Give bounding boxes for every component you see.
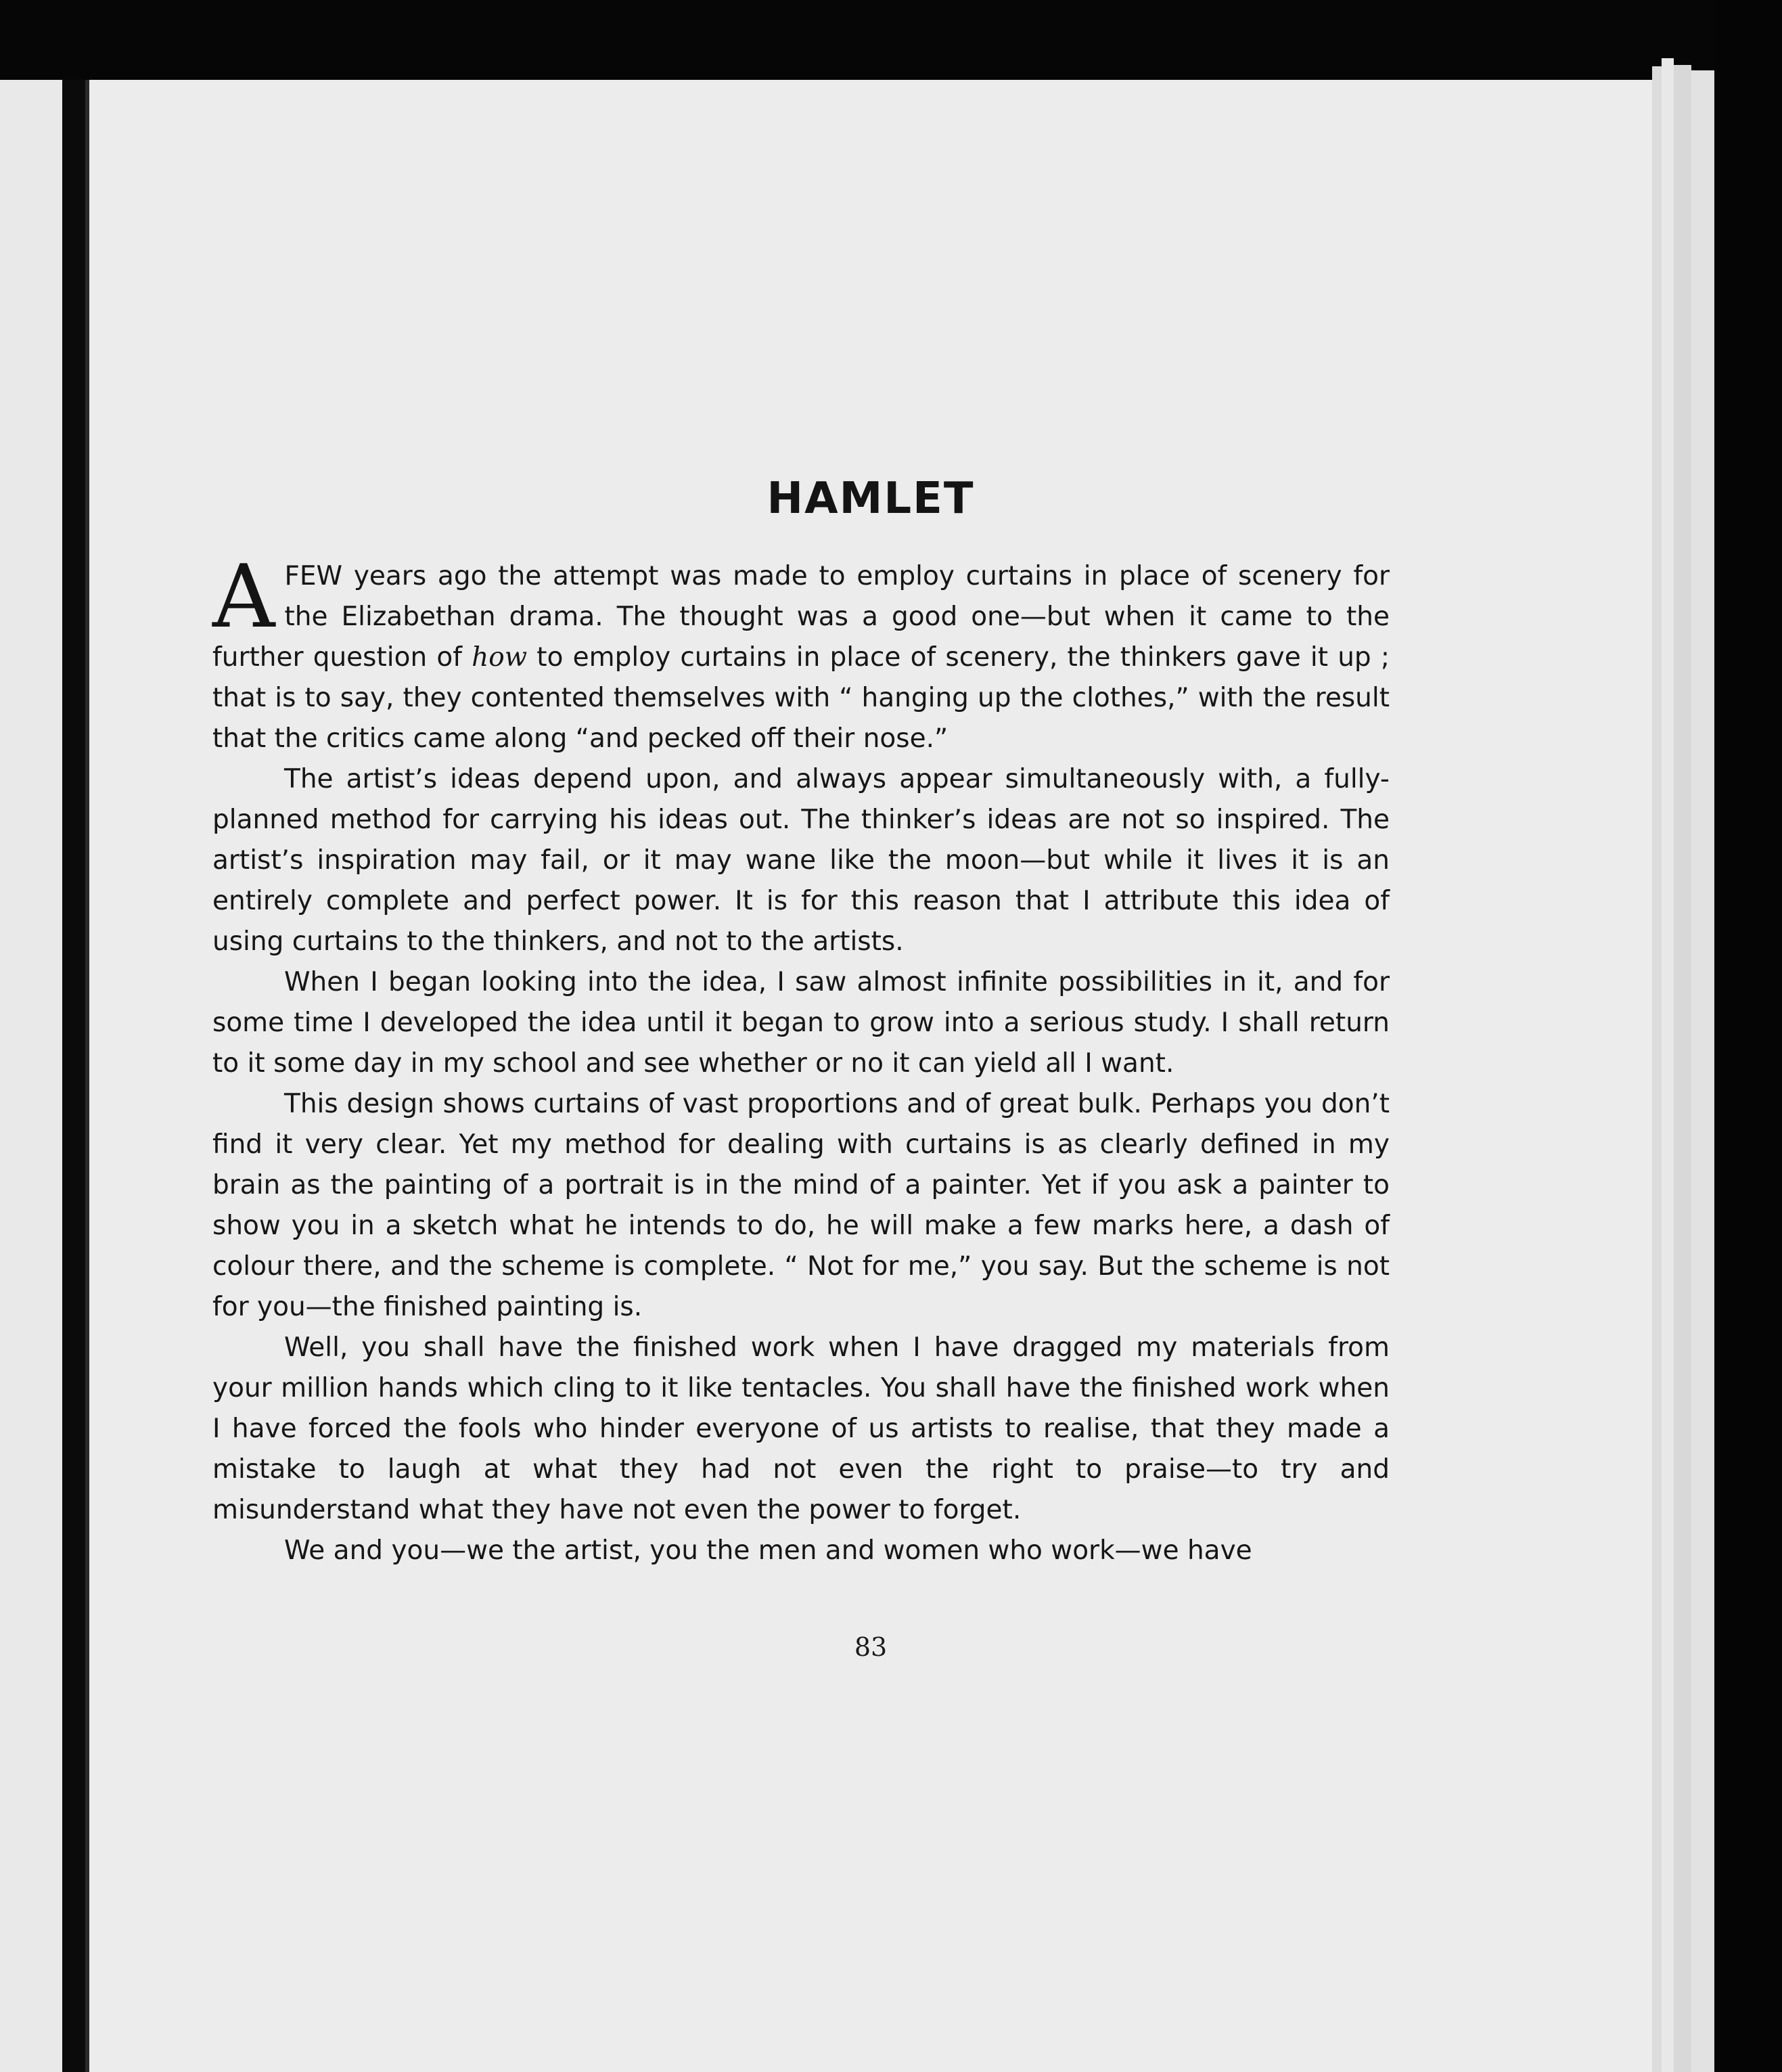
lead-word: FEW [284,561,343,591]
paragraph-1-text-b: to employ curtains in place of scenery, the thinkers gave it up ; that is to say, they contented themselves with “ hanging up the clothes,” with the result that the critics came along “and pecked off their nose.” [212,642,1390,754]
paragraph-4: This design shows curtains of vast proportions and of great bulk. Perhaps you don’t find it very clear. Yet my method for dealing with curtains is as clearly defined in my brain as the painting of a portrait is in the mind of a painter. Yet if you ask a painter to show you in a sketch what he intends to do, he will make a few marks here, a dash of colour there, and the scheme is complete. “ Not for me,” you say. But the scheme is not for you—the finished painting is. [212,1089,1390,1322]
paragraph-5: Well, you shall have the finished work when I have dragged my materials from your million hands which cling to it like tentacles. You shall have the finished work when I have forced the fools who hinder everyone of us artists to realise, that they made a mistake to laugh at what they had not even the right to praise—to try and misunderstand what they have not even the power to forget. [212,1332,1390,1525]
paragraph-1-text-a: years ago the attempt was made to employ curtains in place of scenery for the Elizabethan drama. The thought was a good one—but when it came to the further question of [212,561,1390,673]
background-right [1714,0,1782,2072]
paragraph-6: We and you—we the artist, you the men and women who work—we have [284,1535,1252,1566]
page-title: HAMLET [767,474,975,524]
body-text [212,547,1390,1571]
previous-page-edge [0,80,62,2072]
gutter-shadow [62,80,85,2072]
paragraph-1 [212,547,1390,759]
page-edge [1662,58,1674,2072]
page-number: 83 [854,1632,888,1662]
drop-cap: A [212,547,275,648]
page-edge [1652,66,1662,2072]
page-edge [1674,65,1691,2072]
page-edge [1691,70,1714,2072]
paragraph-3: When I began looking into the idea, I saw almost infinite possibilities in it, and for some time I developed the idea until it began to grow into a serious study. I shall return to it some day in my school and see whether or no it can yield all I want. [212,967,1390,1079]
paragraph-2: The artist’s ideas depend upon, and always appear simultaneously with, a fully-planned method for carrying his ideas out. The thinker’s ideas are not so inspired. The artist’s inspiration may fail, or it may wane like the moon—but while it lives it is an entirely complete and perfect power. It is for this reason that I attribute this idea of using curtains to the thinkers, and not to the artists. [212,764,1390,957]
emphasis-how: how [472,642,528,673]
